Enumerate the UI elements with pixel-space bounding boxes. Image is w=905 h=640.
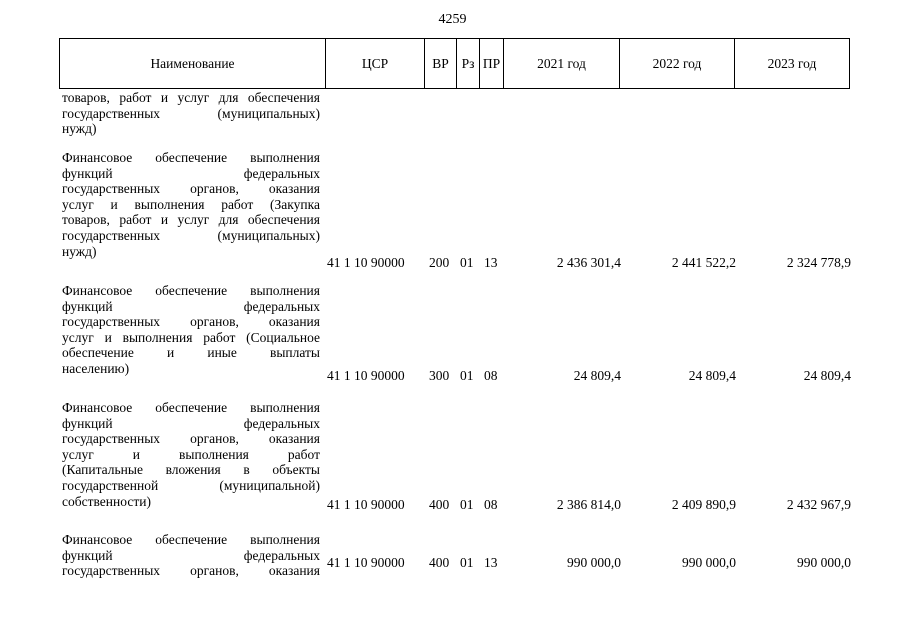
row-vr: 300 [429,368,450,383]
header-pr: ПР [480,39,504,89]
row-2022: 990 000,0 [682,555,736,570]
row-vr: 400 [429,555,450,570]
header-2023: 2023 год [735,39,850,89]
row-rz: 01 [460,255,474,270]
row-csr: 41 1 10 90000 [327,555,405,570]
row-rz: 01 [460,497,474,512]
row-name: Финансовое обеспечение выполнения функций федеральных государственных органов, оказания услуг и выполнения работ (Капитальные вложения в объекты государственной (муниципальной) собственности) [62,400,320,509]
table-header [59,38,850,89]
row-vr: 200 [429,255,450,270]
row-csr: 41 1 10 90000 [327,497,405,512]
row-2021: 2 386 814,0 [556,497,621,512]
row-2021: 990 000,0 [567,555,621,570]
row-pr: 08 [484,368,498,383]
page-number: 4259 [438,12,467,27]
row-2022: 2 441 522,2 [671,255,736,270]
row-pr: 08 [484,497,498,512]
row-csr: 41 1 10 90000 [327,368,405,383]
row-name: Финансовое обеспечение выполнения функций федеральных государственных органов, оказания услуг и выполнения работ (Социальное обеспечение и иные выплаты населению) [62,283,320,376]
row-2022: 2 409 890,9 [671,497,736,512]
row-pr: 13 [484,255,498,270]
row-2023: 24 809,4 [803,368,851,383]
header-csr: ЦСР [326,39,425,89]
row-2022: 24 809,4 [688,368,736,383]
row-name: Финансовое обеспечение выполнения функций федеральных государственных органов, оказания [62,532,320,579]
header-name: Наименование [60,39,326,89]
row-2021: 24 809,4 [573,368,621,383]
row-csr: 41 1 10 90000 [327,255,405,270]
header-vr: ВР [425,39,457,89]
row-rz: 01 [460,555,474,570]
header-rz: Рз [457,39,480,89]
row-rz: 01 [460,368,474,383]
row-2021: 2 436 301,4 [556,255,621,270]
row-pr: 13 [484,555,498,570]
row-2023: 2 432 967,9 [786,497,851,512]
header-2021: 2021 год [504,39,620,89]
header-2022: 2022 год [620,39,735,89]
row-name: Финансовое обеспечение выполнения функций федеральных государственных органов, оказания услуг и выполнения работ (Закупка товаров, работ и услуг для обеспечения государственных (муниципальных) нужд) [62,150,320,259]
row-name: товаров, работ и услуг для обеспечения государственных (муниципальных) нужд) [62,90,320,137]
row-2023: 2 324 778,9 [786,255,851,270]
row-vr: 400 [429,497,450,512]
row-2023: 990 000,0 [797,555,851,570]
